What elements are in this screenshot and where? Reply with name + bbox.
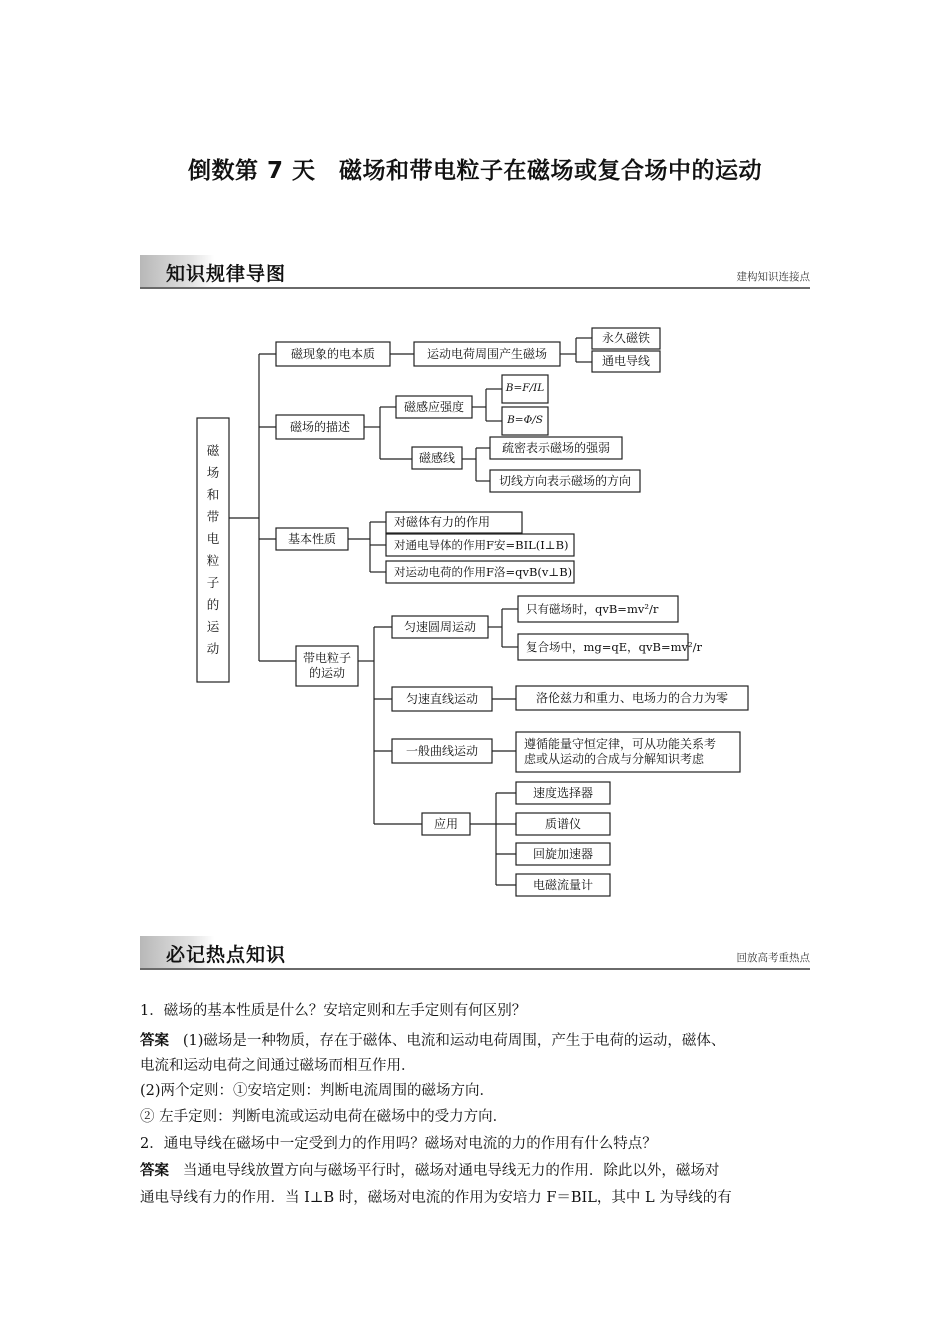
node-force-on-conductor: 对通电导体的作用F安=BIL(I⊥B): [394, 537, 569, 552]
formula-b-phi-s: B=Φ/S: [507, 414, 543, 427]
page-title: 倒数第 7 天 磁场和带电粒子在磁场或复合场中的运动: [187, 158, 763, 184]
node-field-lines: 磁感线: [418, 450, 455, 465]
answer-1-line-1: [140, 1030, 820, 1053]
node-uniform-circular: 匀速圆周运动: [403, 619, 476, 634]
node-permanent-magnet: 永久磁铁: [601, 331, 650, 345]
question-2: 2．通电导线在磁场中一定受到力的作用吗？磁场对电流的力的作用有什么特点？: [140, 1136, 657, 1152]
node-basic-property: 基本性质: [287, 531, 336, 546]
node-general-curve: 一般曲线运动: [405, 743, 478, 758]
node-tangent-direction: 切线方向表示磁场的方向: [498, 473, 631, 488]
section-header-key-knowledge: [140, 936, 810, 972]
answer-2-line-2: 通电导线有力的作用．当 I⊥B 时，磁场对电流的作用为安培力 F＝BIL，其中 L 为导线的有: [140, 1190, 732, 1206]
formula-b-f-il: B=F/IL: [505, 382, 545, 395]
answer-2-line-1: [140, 1160, 820, 1183]
node-current-wire: 通电导线: [601, 354, 650, 368]
answer-1-line-3: (2)两个定则：①安培定则：判断电流周围的磁场方向．: [140, 1083, 495, 1099]
section-subtitle: 回放高考重热点: [736, 952, 810, 964]
node-applications: 应用: [433, 816, 458, 831]
answer-1-line-2: 电流和运动电荷之间通过磁场而相互作用．: [140, 1058, 416, 1074]
answer-text: 当通电导线放置方向与磁场平行时，磁场对通电导线无力的作用．除此以外，磁场对: [182, 1163, 720, 1179]
answer-label: 答案: [140, 1033, 169, 1049]
node-line: 带电粒子: [302, 651, 351, 665]
node-line: 的运动: [308, 666, 345, 680]
answer-text: (1)磁场是一种物质，存在于磁体、电流和运动电荷周围，产生于电荷的运动，磁体、: [182, 1033, 726, 1049]
node-field-description: 磁场的描述: [289, 419, 350, 434]
node-energy-conservation: [516, 732, 740, 772]
question-1: 1．磁场的基本性质是什么？安培定则和左手定则有何区别？: [140, 1003, 527, 1019]
section-title: 必记热点知识: [166, 944, 287, 966]
node-induction: 磁感应强度: [403, 399, 464, 414]
node-velocity-selector: 速度选择器: [532, 785, 593, 800]
node-magnetic-origin: 磁现象的电本质: [290, 346, 375, 361]
root-node: 磁 场 和 带 电 粒 子 的 运 动: [206, 443, 220, 656]
answer-1-line-4: ② 左手定则：判断电流或运动电荷在磁场中的受力方向．: [140, 1109, 508, 1125]
node-uniform-linear: 匀速直线运动: [405, 691, 478, 706]
node-force-on-charge: 对运动电荷的作用F洛=qvB(v⊥B): [394, 564, 573, 579]
node-only-magnetic: 只有磁场时，qvB=mv²/r: [526, 601, 659, 616]
node-density-strength: 疏密表示磁场的强弱: [501, 440, 610, 455]
section-subtitle: 建构知识连接点: [736, 271, 810, 283]
section-rule: [140, 968, 810, 970]
node-force-on-magnet: 对磁体有力的作用: [394, 515, 491, 529]
answer-label: 答案: [140, 1163, 169, 1179]
node-compound-field: 复合场中，mg=qE，qvB=mv²/r: [526, 639, 702, 654]
node-charged-particle-motion: [296, 646, 358, 686]
node-cyclotron: 回旋加速器: [532, 846, 593, 861]
node-mass-spectrometer: 质谱仪: [544, 816, 581, 831]
node-net-force-zero: 洛伦兹力和重力、电场力的合力为零: [535, 690, 728, 705]
section-title: 知识规律导图: [166, 263, 287, 285]
node-line: 虑或从运动的合成与分解知识考虑: [524, 752, 705, 766]
node-flowmeter: 电磁流量计: [532, 877, 593, 892]
node-line: 遵循能量守恒定律，可从功能关系考: [524, 737, 717, 751]
node-moving-charge-field: 运动电荷周围产生磁场: [426, 346, 547, 361]
